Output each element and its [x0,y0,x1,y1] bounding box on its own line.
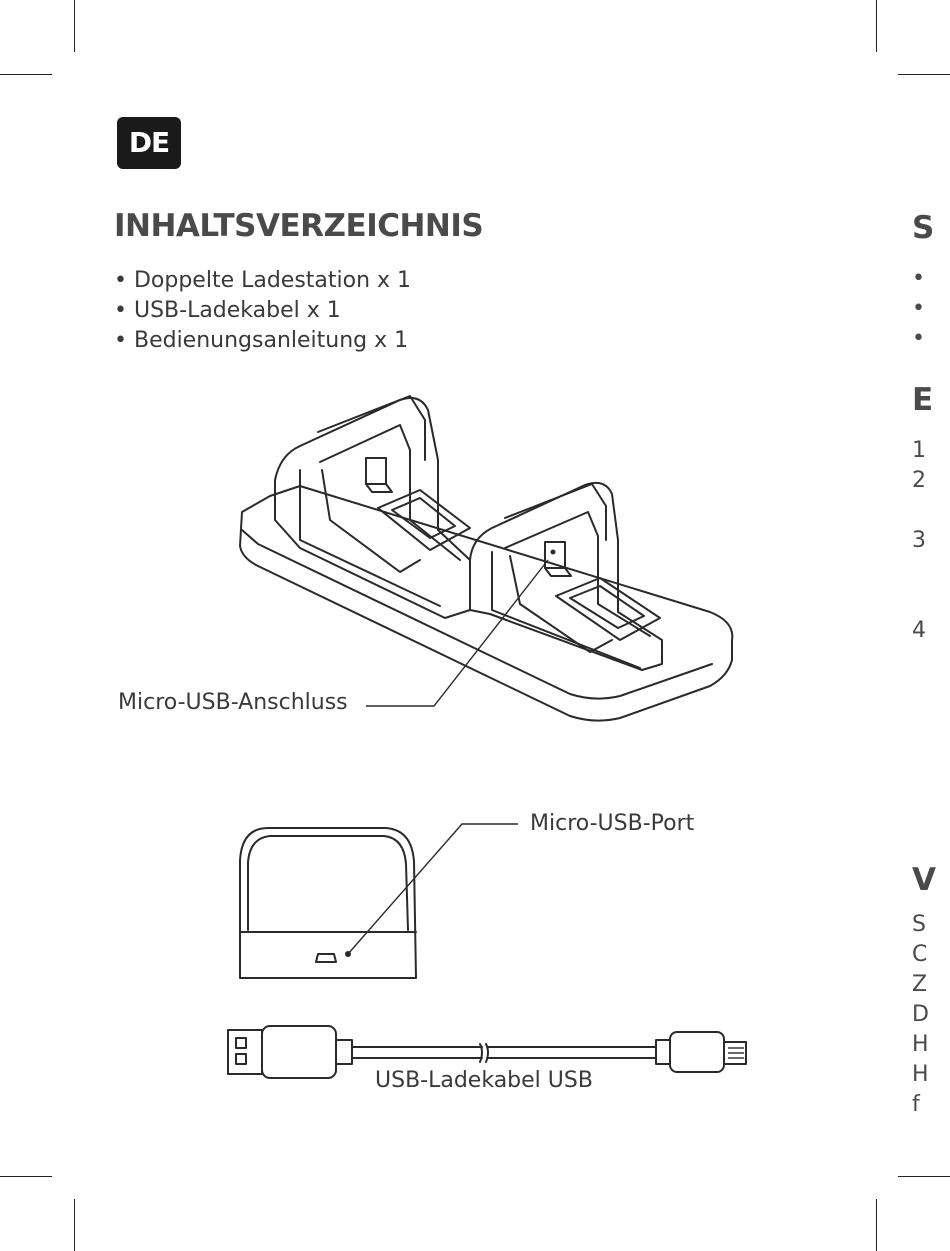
page-title: INHALTSVERZEICHNIS [114,208,484,244]
text-line: f [912,1092,920,1117]
text-line: H [912,1032,929,1057]
text-line: D [912,1002,929,1027]
list-item: • [912,266,925,291]
step-number: 3 [912,528,926,553]
step-number: 1 [912,438,926,463]
text-line: H [912,1062,929,1087]
list-item: • [912,326,925,351]
text-line: S [912,912,926,937]
section-heading: E [912,382,934,418]
section-heading: V [912,862,936,898]
text-line: C [912,942,928,967]
dual-charging-station-drawing [240,396,732,721]
step-number: 4 [912,618,926,643]
usb-cable-label: USB-Ladekabel USB [375,1068,593,1093]
list-item: • Bedienungsanleitung x 1 [114,328,409,353]
text-line: Z [912,972,928,997]
section-heading: S [912,210,935,246]
micro-usb-connector-label: Micro-USB-Anschluss [118,690,348,715]
list-item: • [912,296,925,321]
step-number: 2 [912,468,926,493]
language-badge: DE [117,117,181,169]
micro-usb-port-label: Micro-USB-Port [530,811,695,836]
side-view-drawing [240,824,518,978]
list-item: • Doppelte Ladestation x 1 [114,268,412,293]
list-item: • USB-Ladekabel x 1 [114,298,341,323]
